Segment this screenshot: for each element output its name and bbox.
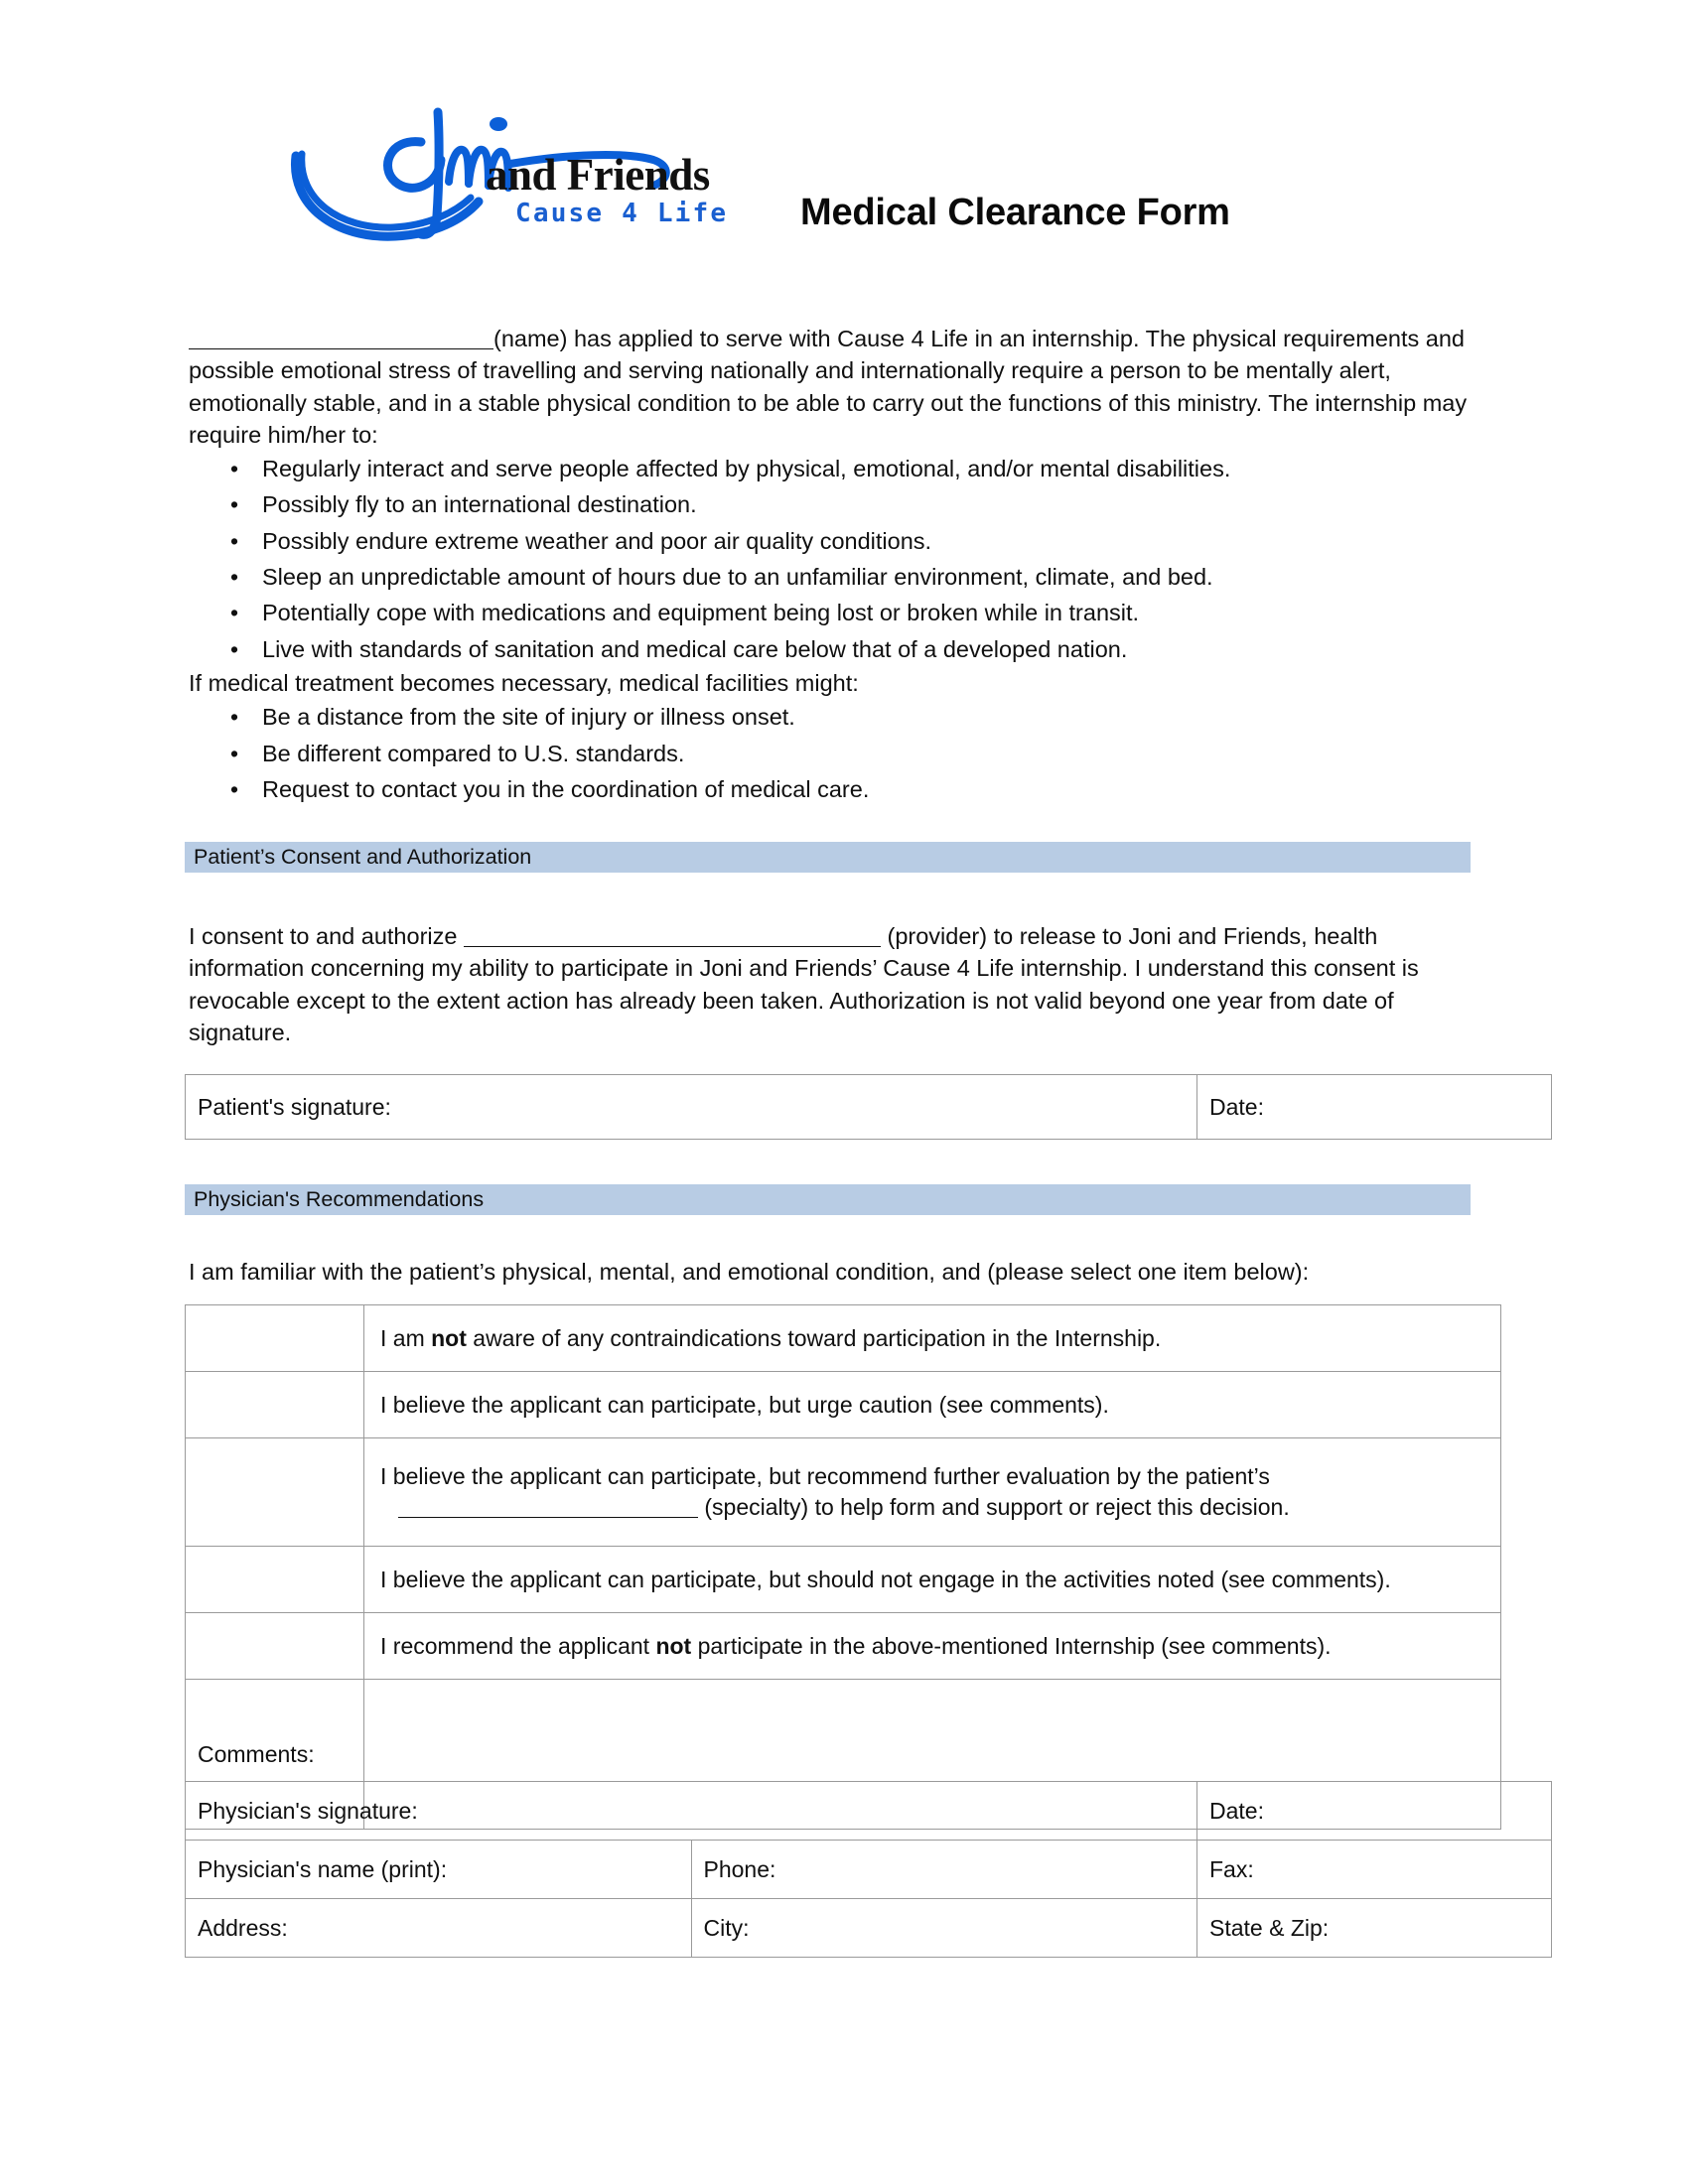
fax-label: Fax: [1209, 1855, 1254, 1882]
recommendation-option-4 [364, 1547, 1501, 1613]
bullet-text: Be different compared to U.S. standards. [262, 740, 685, 766]
logo-cause-4-life-text: Cause 4 Life [515, 199, 729, 228]
option-text-post: (specialty) to help form and support or reject this decision. [698, 1494, 1290, 1520]
recommendation-checkbox-4[interactable] [186, 1547, 364, 1613]
physician-address-cell[interactable] [186, 1899, 692, 1958]
recommendation-checkbox-2[interactable] [186, 1372, 364, 1438]
physician-date-cell[interactable] [1197, 1782, 1552, 1841]
consent-paragraph [189, 920, 1479, 1048]
table-row [186, 1899, 1552, 1958]
table-row [186, 1075, 1552, 1140]
state-zip-label: State & Zip: [1209, 1914, 1330, 1941]
option-text-pre: I believe the applicant can participate, but should not engage in the activities noted (see comments). [380, 1566, 1391, 1592]
option-text-pre: I recommend the applicant [380, 1632, 656, 1659]
table-row [186, 1372, 1501, 1438]
recommendation-checkbox-1[interactable] [186, 1305, 364, 1372]
list-item [189, 631, 1475, 667]
bullet-text: Potentially cope with medications and equipment being lost or broken while in transit. [262, 600, 1140, 626]
list-item [189, 736, 1475, 771]
joni-and-friends-logo [284, 94, 800, 243]
intro-paragraph [189, 323, 1475, 451]
section-header-physician-recommendations: Physician's Recommendations [185, 1184, 1471, 1215]
table-row [186, 1782, 1552, 1841]
logo-and-friends-text: and Friends [486, 150, 710, 200]
physician-intro-text: I am familiar with the patient’s physical, mental, and emotional condition, and (please select one item below): [189, 1259, 1310, 1285]
provider-blank-line[interactable] [464, 926, 881, 947]
table-row [186, 1841, 1552, 1899]
specialty-blank-line[interactable] [398, 1497, 698, 1518]
physician-city-cell[interactable] [691, 1899, 1197, 1958]
physician-state-zip-cell[interactable] [1197, 1899, 1552, 1958]
table-row [186, 1613, 1501, 1680]
recommendation-option-2 [364, 1372, 1501, 1438]
physician-name-cell[interactable] [186, 1841, 692, 1899]
bullet-text: Be a distance from the site of injury or illness onset. [262, 704, 795, 731]
list-item [189, 771, 1475, 807]
physician-signature-label: Physician's signature: [198, 1797, 418, 1824]
bullet-text: Live with standards of sanitation and medical care below that of a developed nation. [262, 635, 1128, 662]
physician-date-label: Date: [1209, 1797, 1264, 1824]
option-text-post: aware of any contraindications toward participation in the Internship. [466, 1324, 1162, 1351]
physician-fax-cell[interactable] [1197, 1841, 1552, 1899]
recommendation-option-5 [364, 1613, 1501, 1680]
document-header [185, 94, 1505, 243]
recommendation-checkbox-3[interactable] [186, 1438, 364, 1547]
physician-name-label: Physician's name (print): [198, 1855, 448, 1882]
section-header-patient-consent: Patient’s Consent and Authorization [185, 842, 1471, 873]
bullet-text: Possibly fly to an international destination. [262, 491, 697, 518]
patient-date-label: Date: [1209, 1093, 1264, 1120]
recommendation-checkbox-5[interactable] [186, 1613, 364, 1680]
phone-label: Phone: [703, 1855, 776, 1882]
patient-signature-table [185, 1074, 1552, 1140]
bullet-text: Regularly interact and serve people affected by physical, emotional, and/or mental disabilities. [262, 456, 1231, 482]
address-label: Address: [198, 1914, 288, 1941]
list-item [189, 559, 1475, 595]
physician-signature-cell[interactable] [186, 1782, 1197, 1841]
recommendation-option-3 [364, 1438, 1501, 1547]
patient-signature-cell[interactable] [186, 1075, 1197, 1140]
table-row [186, 1547, 1501, 1613]
table-row [186, 1438, 1501, 1547]
consent-text-before: I consent to and authorize [189, 923, 464, 949]
name-blank-line[interactable] [189, 329, 493, 349]
consent-text-after: (provider) to release to Joni and Friends, health information concerning my ability to participate in Joni and Friends’ Cause 4 Life internship. I understand this consent is revocable except to the extent action has already been taken. Authorization is not valid beyond one year from date of signature. [189, 923, 1419, 1045]
list-item [189, 699, 1475, 735]
facilities-bullet-list [189, 699, 1475, 807]
list-item [189, 486, 1475, 522]
option-text-pre: I believe the applicant can participate, but urge caution (see comments). [380, 1391, 1109, 1418]
city-label: City: [703, 1914, 750, 1941]
list-item [189, 595, 1475, 630]
option-text-pre: I am [380, 1324, 432, 1351]
physician-recommendations-table [185, 1304, 1501, 1830]
bullet-text: Possibly endure extreme weather and poor air quality conditions. [262, 527, 932, 554]
requirements-bullet-list [189, 451, 1475, 667]
page-title: Medical Clearance Form [800, 192, 1230, 233]
intro-body [189, 323, 1475, 807]
patient-date-cell[interactable] [1197, 1075, 1552, 1140]
option-text-bold: not [655, 1632, 692, 1659]
option-text-post: participate in the above-mentioned Internship (see comments). [691, 1632, 1332, 1659]
physician-phone-cell[interactable] [691, 1841, 1197, 1899]
table-row [186, 1305, 1501, 1372]
intro-paragraph-text: (name) has applied to serve with Cause 4 Life in an internship. The physical requirements and possible emotional stress of travelling and serving nationally and internationally require a person to be mentally alert, emotionally stable, and in a stable physical condition to be able to carry out the functions of this ministry. The internship may require him/her to: [189, 326, 1468, 448]
facilities-lead-in: If medical treatment becomes necessary, medical facilities might: [189, 669, 859, 696]
recommendation-option-1 [364, 1305, 1501, 1372]
comments-label: Comments: [198, 1740, 315, 1767]
list-item [189, 523, 1475, 559]
physician-details-table [185, 1781, 1552, 1958]
bullet-text: Sleep an unpredictable amount of hours due to an unfamiliar environment, climate, and bed. [262, 564, 1213, 591]
list-item [189, 451, 1475, 486]
option-text-pre: I believe the applicant can participate, but recommend further evaluation by the patient’s [380, 1463, 1270, 1489]
bullet-text: Request to contact you in the coordination of medical care. [262, 775, 870, 802]
patient-signature-label: Patient's signature: [198, 1093, 391, 1120]
option-text-bold: not [431, 1324, 467, 1351]
